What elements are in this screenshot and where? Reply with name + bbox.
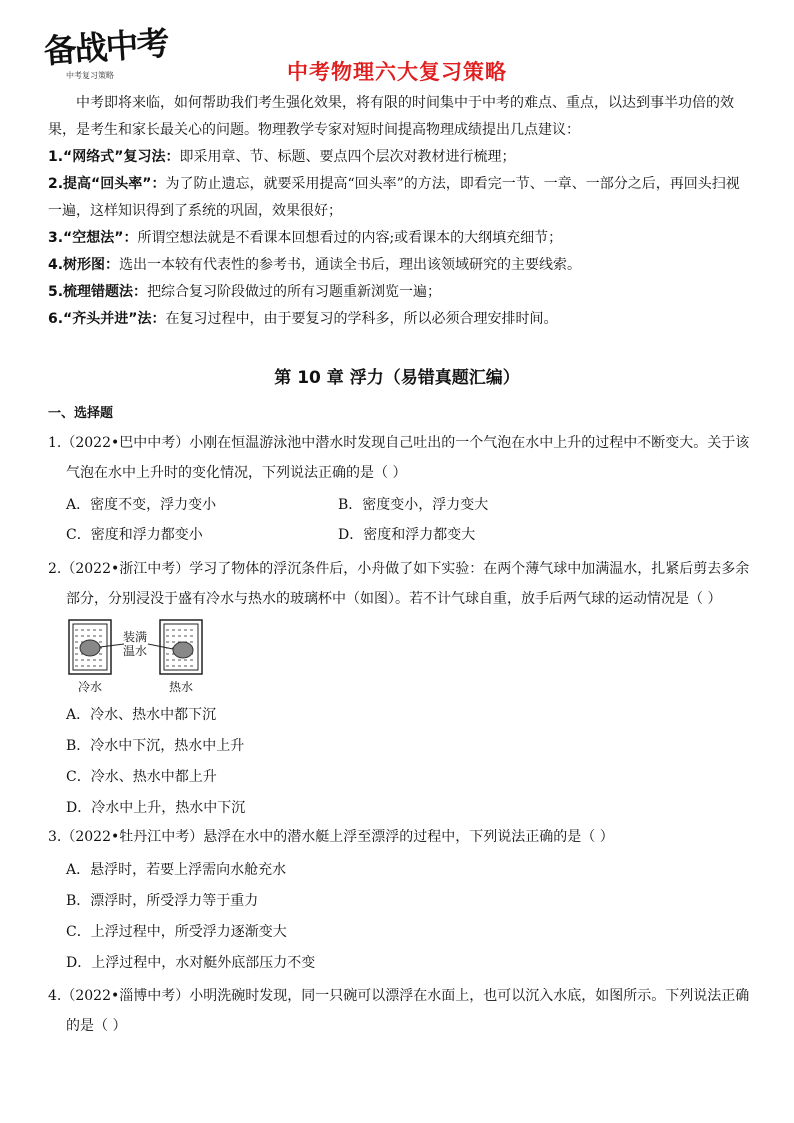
strategy-label: 6.“齐头并进”法： xyxy=(48,311,166,327)
strategy-1 xyxy=(48,144,753,171)
option-a: A．悬浮时，若要上浮需向水舱充水 xyxy=(66,862,287,878)
question-2 xyxy=(48,554,753,614)
question-line: 3.（2022•牡丹江中考）悬浮在水中的潜水艇上浮至漂浮的过程中，下列说法正确的是（ ） xyxy=(48,829,614,845)
page-title: 中考物理六大复习策略 xyxy=(287,60,507,84)
chapter-title: 第 10 章 浮力（易错真题汇编） xyxy=(274,368,520,388)
option-c: C．密度和浮力都变小 xyxy=(66,527,203,543)
strategy-label: 3.“空想法”： xyxy=(48,230,138,246)
strategy-text: 选出一本较有代表性的参考书，通读全书后，理出该领域研究的主要线索。 xyxy=(119,257,582,273)
figure-label-full: 装满 xyxy=(123,630,148,644)
question-4 xyxy=(48,981,753,1041)
question-line: 部分，分别浸没于盛有冷水与热水的玻璃杯中（如图）。若不计气球自重，放手后两气球的运动情况是（ ） xyxy=(66,591,722,607)
strategy-text: 所谓空想法就是不看课本回想看过的内容;或看课本的大纲填充细节； xyxy=(137,230,563,246)
question-1 xyxy=(48,428,753,488)
option-b: B．冷水中下沉，热水中上升 xyxy=(66,738,245,754)
strategy-2 xyxy=(48,171,753,225)
section-title: 一、选择题 xyxy=(48,406,114,421)
strategy-text: 在复习过程中，由于要复习的学科多，所以必须合理安排时间。 xyxy=(165,311,558,327)
figure-label-warm: 温水 xyxy=(123,644,148,658)
strategy-label: 5.梳理错题法： xyxy=(48,284,148,300)
strategy-text: 为了防止遗忘，就要采用提高“回头率”的方法，即看完一节、一章、一部分之后，再回头扫视一遍，这样知识得到了系统的巩固，效果很好； xyxy=(48,176,740,219)
option-c: C．冷水、热水中都上升 xyxy=(66,769,217,785)
logo-text: 备战中考 xyxy=(42,23,169,71)
question-line: 4.（2022•淄博中考）小明洗碗时发现，同一只碗可以漂浮在水面上，也可以沉入水底，如图所示。下列说法正确 xyxy=(48,988,750,1004)
question-3 xyxy=(48,822,753,852)
strategy-label: 1.“网络式”复习法： xyxy=(48,149,180,165)
figure-label-cold: 冷水 xyxy=(78,680,103,694)
strategy-3 xyxy=(48,225,753,252)
strategy-4 xyxy=(48,252,753,279)
figure-label-hot: 热水 xyxy=(169,680,194,694)
question-line: 气泡在水中上升时的变化情况，下列说法正确的是（ ） xyxy=(66,465,407,481)
strategy-6 xyxy=(48,306,753,333)
question-line: 2.（2022•浙江中考）学习了物体的浮沉条件后，小舟做了如下实验：在两个薄气球中加满温水，扎紧后剪去多余 xyxy=(48,561,750,577)
question-line: 1.（2022•巴中中考）小刚在恒温游泳池中潜水时发现自己吐出的一个气泡在水中上升的过程中不断变大。关于该 xyxy=(48,435,750,451)
strategy-label: 2.提高“回头率”： xyxy=(48,176,166,192)
option-b: B．漂浮时，所受浮力等于重力 xyxy=(66,893,259,909)
balloon-cold xyxy=(80,640,100,656)
intro-paragraph: 中考即将来临，如何帮助我们考生强化效果，将有限的时间集中于中考的难点、重点，以达到事半功倍的效果，是考生和家长最关心的问题。物理教学专家对短时间提高物理成绩提出几点建议： xyxy=(48,95,734,138)
strategy-text: 把综合复习阶段做过的所有习题重新浏览一遍； xyxy=(147,284,442,300)
option-a: A．密度不变，浮力变小 xyxy=(66,497,217,513)
strategy-5 xyxy=(48,279,753,306)
question-line: 的是（ ） xyxy=(66,1018,127,1034)
strategy-text: 即采用章、节、标题、要点四个层次对教材进行梳理； xyxy=(179,149,516,165)
option-c: C．上浮过程中，所受浮力逐渐变大 xyxy=(66,924,287,940)
option-d: D．上浮过程中，水对艇外底部压力不变 xyxy=(66,955,316,971)
strategy-label: 4.树形图： xyxy=(48,257,120,273)
logo-subtitle: 中考复习策略 xyxy=(66,71,114,80)
option-d: D．冷水中上升，热水中下沉 xyxy=(66,800,246,816)
option-b: B．密度变小，浮力变大 xyxy=(338,497,489,513)
balloon-hot xyxy=(173,642,193,658)
beaker-figure xyxy=(66,616,216,696)
option-d: D．密度和浮力都变大 xyxy=(338,527,476,543)
option-a: A．冷水、热水中都下沉 xyxy=(66,707,217,723)
